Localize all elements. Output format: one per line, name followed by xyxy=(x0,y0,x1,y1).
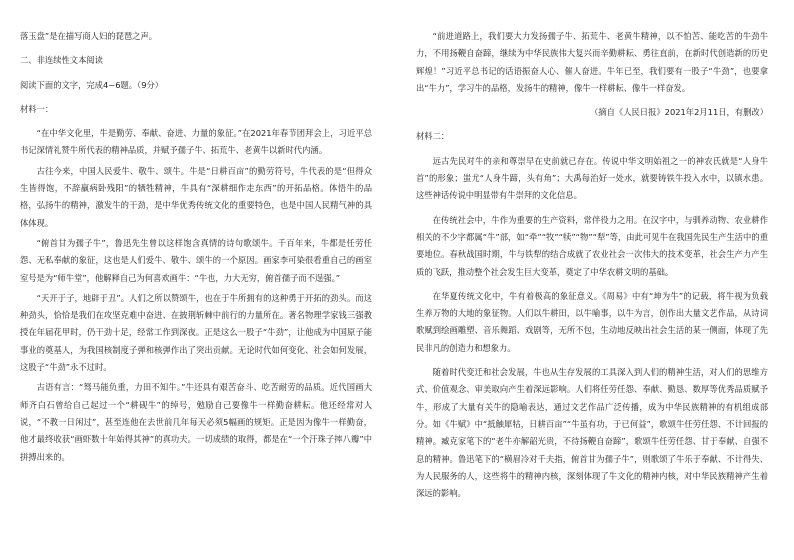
paragraph: 在传统社会中，牛作为重要的生产资料，常伴役力之用。在汉字中，与驯养动物、农业耕作相关的不少字都属“牛”部，如“牵”“牧”“犊”“物”“犁”等，由此可见牛在我国先民生产生活中的重要地位。春秋战国时期，牛与铁犁的结合成就了农业社会一次伟大的技术变革，社会生产力产生质的飞跃，推动整个社会发生巨大变革，奠定了中华农耕文明的基础。 xyxy=(416,214,768,277)
section-heading: 二、非连续性文本阅读 xyxy=(20,55,103,66)
left-column xyxy=(20,28,372,466)
paragraph: “天开于子，地辟于丑”。人们之所以赞颂牛，也在于牛所拥有的这种勇于开拓的劲头。而这种劲头，恰恰是我们在攻坚克难中奋进、在披荆斩棘中前行的力量所在。著名物理学家钱三强教授在年届花甲时，仍干劲十足，经常工作到深夜。正是这么一股子“牛劲”，让他成为中国原子能事业的奠基人，为我国核制度子弹和核弹作出了突出贡献。无论时代如何变化、社会如何发展，这股子“牛劲”永不过时。 xyxy=(20,292,372,373)
paragraph: “在中华文化里，牛是勤劳、奉献、奋进、力量的象征。”在2021年春节团拜会上，习近平总书记深情礼赞牛所代表的精神品质，并赋予孺子牛、拓荒牛、老黄牛以新时代内涵。 xyxy=(20,128,372,156)
right-column xyxy=(416,28,768,502)
paragraph: 远古先民对牛的亲和尊崇早在史前就已存在。传说中华文明始祖之一的神农氏就是“人身牛首”的形象；蚩尤“人身牛蹄，头有角”；大禹每治好一处水，就要铸铁牛投入水中，以镇水患。这些神话传说中明显带有牛崇拜的文化信息。 xyxy=(416,155,768,201)
paragraph: “俯首甘为孺子牛”，鲁迅先生曾以这样饱含真情的诗句歌颂牛。千百年来，牛都是任劳任怨、无私奉献的象征，这也是人们爱牛、敬牛、颂牛的一个原因。画家李可染很看重自己的画室室号是为“师牛堂”，他解释自己为何喜欢画牛：“牛也，力大无穷，俯首孺子而不逞强。” xyxy=(20,237,372,283)
question-instruction: 阅读下面的文字，完成4~6题。（9分） xyxy=(20,79,164,90)
paragraph: 随着时代变迁和社会发展，牛也从生存发展的工具深入到人们的精神生活，对人们的思维方式、价值观念、审美取向产生着深远影响。人们将任劳任怨、奉献、勤恳、数厚等优秀品质赋予牛，形成了大量有关牛的隐喻表达，通过文艺作品广泛传播，成为中华民族精神的有机组成部分。如《牛赋》中“抵触犀牯，日耕百亩”“牛虽有功，于已何益”，歌颂牛任劳任怨、不计回报的精神。臧克家笔下的“老牛亦解韶光贵，不待扬鞭自奋蹄”，歌颂牛任劳任怨、甘于奉献、自强不息的精神。鲁迅笔下的“横眉冷对千夫指，俯首甘为孺子牛”，则歌颂了牛乐于奉献、不计得失、为人民服务的人，这些将牛的精神内核，深刻体现了牛文化的精神内核，对中华民族精神产生着深远的影响。 xyxy=(416,367,768,499)
material-two-label: 材料二： xyxy=(416,131,450,142)
paragraph: 古语有言：“驽马能负重，力田不知牛。”牛还具有艰苦奋斗、吃苦耐劳的品质。近代国画大师齐白石曾给自己起过一个“耕砚牛”的绰号，勉励自己要像牛一样勤奋耕耘。他还经常对人说，“不教一日闲过”，甚至连他在去世前几年每天必须5幅画的规矩。正是因为像牛一样勤奋，他才最终收获“画虾数十年始得其神”的真功夫。一切成绩的取得，都是在“一个汗珠子摔八瓣”中拼搏出来的。 xyxy=(20,382,372,462)
source-citation: （摘自《人民日报》2021年2月11日，有删改） xyxy=(590,107,768,118)
paragraph: “前进道路上，我们要大力发扬孺子牛、拓荒牛、老黄牛精神，以不怕苦、能吃苦的牛劲牛力，不用扬鞭自奋蹄，继续为中华民族伟大复兴而辛勤耕耘、勇往直前，在新时代创造新的历史辉煌！”习近平总书记的话语振奋人心、催人奋进。牛年已至，我们要有一股子“牛劲”，也要拿出“牛力”，学习牛的品格，发扬牛的精神，像牛一样耕耘、像牛一样奋发。 xyxy=(416,31,768,93)
continued-paragraph: 落玉盘”是在描写商人妇的琵琶之声。 xyxy=(20,31,158,41)
paragraph: 在华夏传统文化中，牛有着极高的象征意义。《周易》中有“坤为牛”的记载，将牛视为负载生养万物的大地的象征物。人们以牛耕田，以牛喻事，以牛为言，创作出大量文艺作品，从诗词歌赋到绘画雕塑、音乐舞蹈、戏剧等，无所不包，生动地反映出社会生活的某一侧面，体现了先民非凡的创造力和想象力。 xyxy=(416,290,768,353)
paragraph: 古往今来，中国人民爱牛、敬牛、颂牛。牛是“日耕百亩”的勤劳符号，牛代表的是“但得众生皆得饱，不辞羸病卧残阳”的牺牲精神，牛具有“深耕细作走东西”的开拓品格。体悟牛的品格，弘扬牛的精神，激发牛的干劲，是中华优秀传统文化的重要特色，也是中国人民精气神的具体体现。 xyxy=(20,165,372,228)
material-one-label: 材料一： xyxy=(20,103,54,114)
